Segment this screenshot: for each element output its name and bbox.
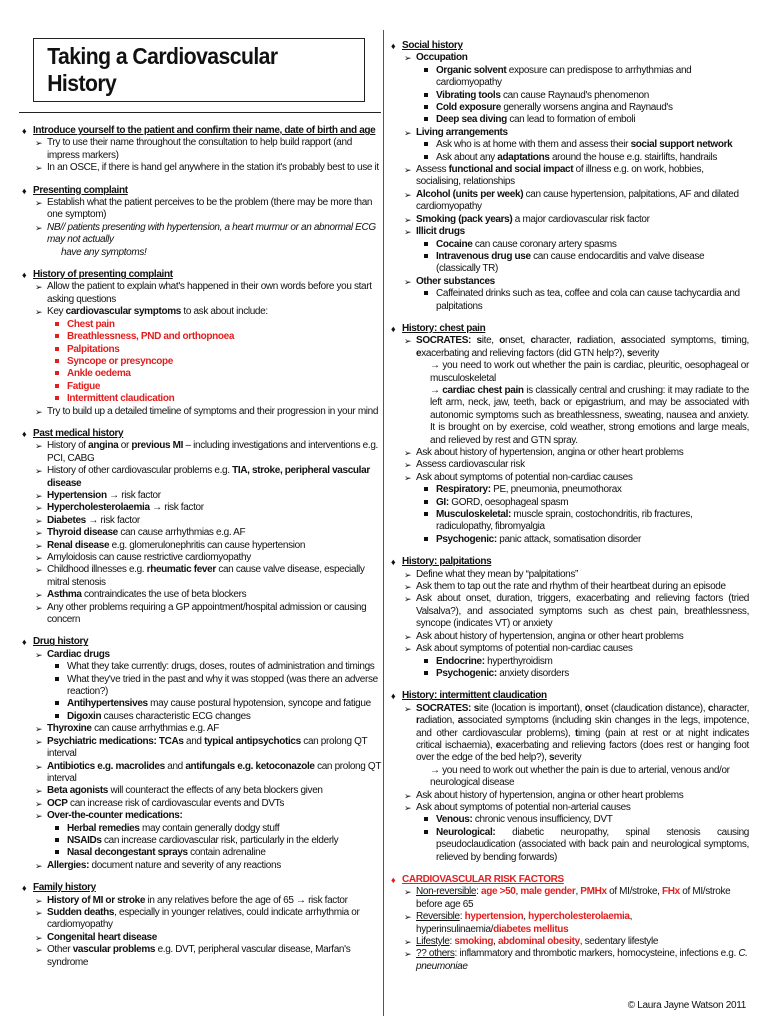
arrow-bullet-icon: ➢ <box>404 887 412 898</box>
bullet-icon: ♦ <box>22 883 27 894</box>
arrow-bullet-icon: ➢ <box>35 307 43 318</box>
list-item: ➢ SOCRATES: site (location is important), onset (claudication distance), character, radiation, associated symptoms (including skin changes in the legs, impotence, and other cardiovascular problems), timing (pain at rest or at night indicates critical ischaemia), exacerbating and relieving factors (does rest or hanging foot over the edge of the bed help?), severity <box>404 702 750 764</box>
symptom-item: Syncope or presyncope <box>33 356 381 368</box>
section-chest-pain <box>388 323 749 546</box>
sub-item: Ask about any adaptations around the house e.g. stairlifts, handrails <box>402 152 749 164</box>
arrow-bullet-icon: ➢ <box>35 540 43 551</box>
arrow-bullet-icon: ➢ <box>35 736 43 747</box>
arrow-bullet-icon: ➢ <box>35 490 43 501</box>
list-item: ➢ Congenital heart disease <box>35 931 157 943</box>
list-item: ➢ Alcohol (units per week) can cause hypertension, palpitations, AF and dilated cardiomyopathy <box>404 188 739 213</box>
arrow-bullet-icon: ➢ <box>35 282 43 293</box>
list-item: ➢ Over-the-counter medications: <box>35 810 183 822</box>
arrow-bullet-icon: ➢ <box>35 222 43 233</box>
section-family-history <box>19 882 381 969</box>
arrow-bullet-icon: ➢ <box>35 860 43 871</box>
arrow-bullet-icon: ➢ <box>404 276 412 287</box>
arrow-bullet-icon: ➢ <box>35 553 43 563</box>
bullet-icon: ♦ <box>22 428 27 439</box>
sub-item: NSAIDs can increase cardiovascular risk, particularly in the elderly <box>33 835 381 847</box>
list-item: ➢ SOCRATES: site, onset, character, radiation, associated symptoms, timing, exacerbating and relieving factors (did GTN help?), severity <box>404 335 749 359</box>
arrow-bullet-icon: ➢ <box>404 214 412 225</box>
list-item: ➢ Thyroxine can cause arrhythmias e.g. AF <box>35 723 219 735</box>
section-heading: History of presenting complaint <box>33 269 173 281</box>
sub-item: Intravenous drug use can cause endocarditis and valve disease (classically TR) <box>402 251 749 276</box>
arrow-bullet-icon: ➢ <box>35 515 43 526</box>
sub-item: Respiratory: PE, pneumonia, pneumothorax <box>402 484 749 496</box>
sub-item: What they've tried in the past and why it was stopped (was there an adverse reaction?) <box>33 674 381 699</box>
list-item: ➢ Allow the patient to explain what's happened in their own words before you start asking questions <box>35 281 372 305</box>
arrow-bullet-icon: ➢ <box>35 649 43 660</box>
sub-item: Psychogenic: anxiety disorders <box>402 668 749 680</box>
symptom-item: Ankle oedema <box>33 368 381 380</box>
sub-item: Musculoskeletal: muscle sprain, costochondritis, rib fractures, radiculopathy, fibromyalgia <box>402 509 749 534</box>
symptom-item: Fatigue <box>33 381 381 393</box>
list-item: ➢ Ask them to tap out the rate and rhythm of their heartbeat during an episode <box>404 581 726 593</box>
list-item: ➢ Ask about history of hypertension, angina or other heart problems <box>404 447 684 458</box>
list-item: ➢ History of angina or previous MI – including investigations and interventions e.g. PCI, CABG <box>35 440 378 464</box>
list-item: ➢ NB// patients presenting with hypertension, a heart murmur or an abnormal ECG may not actually <box>35 221 376 246</box>
list-item: ➢ In an OSCE, if there is hand gel anywhere in the station it's probably best to use it <box>35 162 379 174</box>
list-item: ➢ Ask about history of hypertension, angina or other heart problems <box>404 789 684 801</box>
list-item: ➢ Hypercholesterolaemia → risk factor <box>35 502 204 514</box>
arrow-bullet-icon: ➢ <box>404 227 412 238</box>
arrow-bullet-icon: ➢ <box>404 460 412 471</box>
title-divider <box>19 112 381 113</box>
list-item: ➢ Smoking (pack years) a major cardiovascular risk factor <box>404 213 650 225</box>
section-heading: Family history <box>33 882 96 894</box>
bullet-icon: ♦ <box>391 557 396 568</box>
arrow-bullet-icon: ➢ <box>404 594 412 605</box>
arrow-bullet-icon: ➢ <box>35 565 43 576</box>
left-column <box>19 30 381 969</box>
arrow-bullet-icon: ➢ <box>404 165 412 176</box>
list-item: ➢ Amyloidosis can cause restrictive cardiomyopathy <box>35 552 251 563</box>
arrow-bullet-icon: ➢ <box>35 945 43 956</box>
sub-item: Vibrating tools can cause Raynaud's phenomenon <box>402 90 749 102</box>
arrow-bullet-icon: ➢ <box>35 528 43 539</box>
copyright-footer: © Laura Jayne Watson 2011 <box>627 1000 746 1011</box>
section-heading: Social history <box>402 40 463 51</box>
symptom-item: Palpitations <box>33 344 381 356</box>
list-item: ➢ Sudden deaths, especially in younger relatives, could indicate arrhythmia or cardiomyopathy <box>35 906 360 931</box>
bullet-icon: ♦ <box>391 323 396 334</box>
arrow-bullet-icon: ➢ <box>35 602 43 613</box>
list-item: ➢ History of MI or stroke in any relatives before the age of 65 → risk factor <box>35 894 348 906</box>
sub-item: Deep sea diving can lead to formation of emboli <box>402 114 749 126</box>
arrow-bullet-icon: ➢ <box>35 138 43 149</box>
arrow-bullet-icon: ➢ <box>404 703 412 714</box>
list-item-continuation: have any symptoms! <box>61 246 147 258</box>
list-item: ➢ Try to use their name throughout the consultation to help build rapport (and impress markers) <box>35 137 352 161</box>
section-heading: History: palpitations <box>402 556 492 568</box>
sub-item: Neurological: diabetic neuropathy, spinal stenosis causing pseudoclaudication (associated with back pain and neurological symptoms, relieved by bending forwards) <box>402 827 749 864</box>
column-divider <box>383 30 384 1016</box>
list-item: ➢ Other substances <box>404 275 495 287</box>
arrow-bullet-icon: ➢ <box>35 466 43 477</box>
list-item: ➢ Ask about history of hypertension, angina or other heart problems <box>404 630 684 642</box>
list-item: ➢ Psychiatric medications: TCAs and typical antipsychotics can prolong QT interval <box>35 735 368 760</box>
list-item: ➢ Assess cardiovascular risk <box>404 459 525 471</box>
arrow-bullet-icon: ➢ <box>404 802 412 813</box>
list-item: ➢ Ask about symptoms of potential non-arterial causes <box>404 801 631 813</box>
list-item: ➢ Childhood illnesses e.g. rheumatic fever can cause valve disease, especially mitral stenosis <box>35 564 365 588</box>
list-item: ➢ Diabetes → risk factor <box>35 514 140 526</box>
list-item: ➢ Any other problems requiring a GP appointment/hospital admission or causing concern <box>35 601 367 626</box>
list-item: ➢ Reversible: hypertension, hypercholesterolaemia, hyperinsulinaemia/diabetes mellitus <box>404 911 633 935</box>
section-heading: Past medical history <box>33 427 124 439</box>
bullet-icon: ♦ <box>22 185 27 196</box>
symptom-item: Chest pain <box>33 319 381 331</box>
arrow-bullet-icon: ➢ <box>404 912 412 923</box>
list-item: ➢ Renal disease e.g. glomerulonephritis can cause hypertension <box>35 539 306 551</box>
title-box <box>33 38 365 102</box>
arrow-bullet-icon: ➢ <box>35 798 43 809</box>
section-presenting-complaint <box>19 185 381 259</box>
bullet-icon: ♦ <box>22 126 27 136</box>
arrow-bullet-icon: ➢ <box>35 590 43 601</box>
arrow-bullet-icon: ➢ <box>35 441 43 452</box>
list-item: ➢ OCP can increase risk of cardiovascular events and DVTs <box>35 797 284 809</box>
section-palpitations <box>388 556 749 680</box>
list-item: ➢ Living arrangements <box>404 126 508 138</box>
list-item: ➢ Establish what the patient perceives to be the problem (there may be more than one symptom) <box>35 197 373 221</box>
arrow-bullet-icon: ➢ <box>404 127 412 138</box>
arrow-bullet-icon: ➢ <box>35 895 43 906</box>
section-drug-history <box>19 636 381 872</box>
symptom-item: Intermittent claudication <box>33 393 381 405</box>
sub-item: Psychogenic: panic attack, somatisation disorder <box>402 534 749 546</box>
list-item: ➢ Ask about symptoms of potential non-cardiac causes <box>404 643 633 655</box>
sub-item: Nasal decongestant sprays contain adrenaline <box>33 847 381 859</box>
list-item: ➢ Other vascular problems e.g. DVT, peripheral vascular disease, Marfan's syndrome <box>35 944 351 968</box>
section-social-history <box>388 40 749 313</box>
list-item-note: → you need to work out whether the pain is cardiac, pleuritic, oesophageal or musculoskeletal <box>430 360 749 384</box>
section-history-presenting-complaint <box>19 269 381 418</box>
list-item: ➢ Try to build up a detailed timeline of symptoms and their progression in your mind <box>35 405 379 417</box>
arrow-bullet-icon: ➢ <box>404 631 412 642</box>
sub-item: Endocrine: hyperthyroidism <box>402 656 749 668</box>
section-heading: Presenting complaint <box>33 184 128 196</box>
list-item: ➢ Ask about symptoms of potential non-cardiac causes <box>404 471 633 483</box>
page-title: Taking a Cardiovascular History <box>47 43 278 96</box>
list-item: ➢ Assess functional and social impact of illness e.g. on work, hobbies, socialising, relationships <box>404 164 704 188</box>
list-item: ➢ Asthma contraindicates the use of beta blockers <box>35 589 247 601</box>
list-item: ➢ Occupation <box>404 52 468 64</box>
bullet-icon: ♦ <box>391 691 396 702</box>
arrow-bullet-icon: ➢ <box>35 761 43 772</box>
arrow-bullet-icon: ➢ <box>35 932 43 943</box>
arrow-bullet-icon: ➢ <box>404 937 412 948</box>
list-item: ➢ Antibiotics e.g. macrolides and antifungals e.g. ketoconazole can prolong QT interval <box>35 760 381 784</box>
sub-item: Antihypertensives may cause postural hypotension, syncope and fatigue <box>33 698 381 710</box>
list-item: ➢ Illicit drugs <box>404 226 465 238</box>
arrow-bullet-icon: ➢ <box>404 582 412 593</box>
arrow-bullet-icon: ➢ <box>404 448 412 458</box>
list-item: ➢ Key cardiovascular symptoms to ask about include: <box>35 306 268 318</box>
list-item: ➢ Lifestyle: smoking, abdominal obesity, sedentary lifestyle <box>404 936 659 948</box>
sub-item: Cold exposure generally worsens angina and Raynaud's <box>402 102 749 114</box>
arrow-bullet-icon: ➢ <box>404 644 412 655</box>
sub-item: Organic solvent exposure can predispose to arrhythmias and cardiomyopathy <box>402 65 749 90</box>
list-item: ➢ Define what they mean by “palpitations” <box>404 568 578 580</box>
section-heading: Drug history <box>33 636 89 648</box>
list-item: ➢ Non-reversible: age >50, male gender, PMHx of MI/stroke, FHx of MI/stroke before age 65 <box>404 886 731 910</box>
arrow-bullet-icon: ➢ <box>35 907 43 918</box>
bullet-icon: ♦ <box>22 637 27 648</box>
arrow-bullet-icon: ➢ <box>404 949 412 960</box>
sub-item: Ask who is at home with them and assess their social support network <box>402 139 749 151</box>
section-past-medical-history <box>19 428 381 627</box>
bullet-icon: ♦ <box>391 41 396 51</box>
sub-item: Caffeinated drinks such as tea, coffee and cola can cause tachycardia and palpitations <box>402 288 749 313</box>
sub-item: Cocaine can cause coronary artery spasms <box>402 239 749 251</box>
list-item: ➢ Allergies: document nature and severity of any reactions <box>35 859 281 871</box>
list-item: ➢ ?? others: inflammatory and thrombotic markers, homocysteine, infections e.g. C. pneumoniae <box>404 948 748 972</box>
arrow-bullet-icon: ➢ <box>404 336 412 347</box>
section-intermittent-claudication <box>388 690 749 864</box>
section-intro <box>19 125 381 175</box>
arrow-bullet-icon: ➢ <box>35 811 43 822</box>
section-heading: History: intermittent claudication <box>402 690 547 702</box>
arrow-bullet-icon: ➢ <box>35 724 43 735</box>
bullet-icon: ♦ <box>391 875 396 885</box>
arrow-bullet-icon: ➢ <box>35 406 43 417</box>
list-item: ➢ Beta agonists will counteract the effects of any beta blockers given <box>35 785 323 797</box>
right-column <box>388 30 749 973</box>
list-item: ➢ Thyroid disease can cause arrhythmias e.g. AF <box>35 527 246 539</box>
sub-item: Herbal remedies may contain generally dodgy stuff <box>33 823 381 835</box>
section-heading: History: chest pain <box>402 322 486 334</box>
arrow-bullet-icon: ➢ <box>35 198 43 209</box>
list-item-note: → cardiac chest pain is classically central and crushing: it may radiate to the left arm, neck, jaw, teeth, back or epigastrium, and may be associated with autonomic symptoms such as breathlessness, sweating, nausea and anxiety. It is brought on by exercise, cold weather, strong emotions and large meals, and relieved by rest and GTN spray. <box>430 384 749 446</box>
arrow-bullet-icon: ➢ <box>35 786 43 797</box>
arrow-bullet-icon: ➢ <box>404 53 412 64</box>
sub-item: Venous: chronic venous insufficiency, DVT <box>402 814 749 826</box>
bullet-icon: ♦ <box>22 270 27 281</box>
arrow-bullet-icon: ➢ <box>35 503 43 514</box>
sub-item: Digoxin causes characteristic ECG changes <box>33 711 381 723</box>
symptom-item: Breathlessness, PND and orthopnoea <box>33 331 381 343</box>
arrow-bullet-icon: ➢ <box>404 790 412 801</box>
arrow-bullet-icon: ➢ <box>35 163 43 174</box>
section-risk-factors <box>388 874 749 973</box>
list-item: ➢ History of other cardiovascular problems e.g. TIA, stroke, peripheral vascular disease <box>35 465 370 489</box>
sub-item: GI: GORD, oesophageal spasm <box>402 497 749 509</box>
arrow-bullet-icon: ➢ <box>404 569 412 580</box>
list-item-note: → you need to work out whether the pain is due to arterial, venous and/or neurological disease <box>430 764 730 789</box>
list-item: ➢ Ask about onset, duration, triggers, exacerbating and relieving factors (tried Valsalva?), and associated symptoms such as chest pain, breathlessness, syncope (indicates VT) or anxiety <box>404 593 749 630</box>
sub-item: What they take currently: drugs, doses, routes of administration and timings <box>33 661 381 673</box>
arrow-bullet-icon: ➢ <box>404 189 412 200</box>
section-heading: CARDIOVASCULAR RISK FACTORS <box>402 874 564 885</box>
arrow-bullet-icon: ➢ <box>404 472 412 483</box>
list-item: ➢ Cardiac drugs <box>35 648 110 660</box>
section-heading: Introduce yourself to the patient and confirm their name, date of birth and age <box>33 125 376 136</box>
list-item: ➢ Hypertension → risk factor <box>35 489 161 501</box>
